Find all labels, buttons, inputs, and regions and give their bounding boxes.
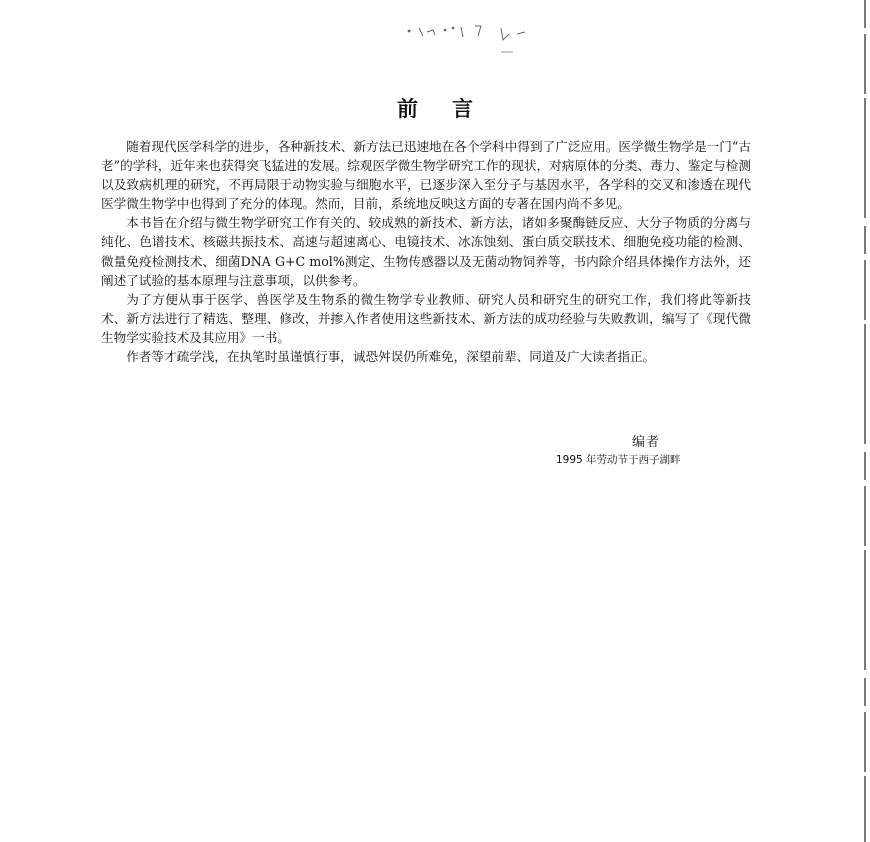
paragraph-3: 为了方便从事于医学、兽医学及生物系的微生物学专业教师、研究人员和研究生的研究工作，我们将此等新技术、新方法进行了精选、整理、修改，并掺入作者使用这些新技术、新方法的成功经验与失败教训，编写了《现代微生物学实验技术及其应用》一书。 <box>101 291 751 345</box>
title-char-1: 前 <box>397 97 418 121</box>
title-char-2: 言 <box>452 97 473 121</box>
paragraph-1: 随着现代医学科学的进步，各种新技术、新方法已迅速地在各个学科中得到了广泛应用。医学微生物学是一门“古老”的学科，近年来也获得突飞猛进的发展。综观医学微生物学研究工作的现状，对病原体的分类、毒力、鉴定与检测以及致病机理的研究，不再局限于动物实验与细胞水平，已逐步深入至分子与基因水平，各学科的交叉和渗透在现代医学微生物学中也得到了充分的体现。然而，目前，系统地反映这方面的专著在国内尚不多见。 <box>101 139 751 212</box>
signature-date: 1995 年劳动节于西子湖畔 <box>556 454 681 466</box>
page-title <box>0 93 870 123</box>
scan-artifact-marks <box>405 22 555 62</box>
preface-body <box>101 137 751 366</box>
scan-edge-line <box>860 0 870 842</box>
paragraph-2: 本书旨在介绍与微生物学研究工作有关的、较成熟的新技术、新方法，诸如多聚酶链反应、大分子物质的分离与纯化、色谱技术、核磁共振技术、高速与超速离心、电镜技术、冰冻蚀刻、蛋白质交联技术、细胞免疫功能的检测、微量免疫检测技术、细菌DNA G+C mol%测定、生物传感器以及无菌动物饲养等，书内除介绍具体操作方法外，还阐述了试验的基本原理与注意事项，以供参考。 <box>101 215 751 288</box>
paragraph-4: 作者等才疏学浅，在执笔时虽谨慎行事，诚恐舛误仍所难免，深望前辈、同道及广大读者指正。 <box>126 349 656 365</box>
signature-author: 编者 <box>632 435 661 450</box>
